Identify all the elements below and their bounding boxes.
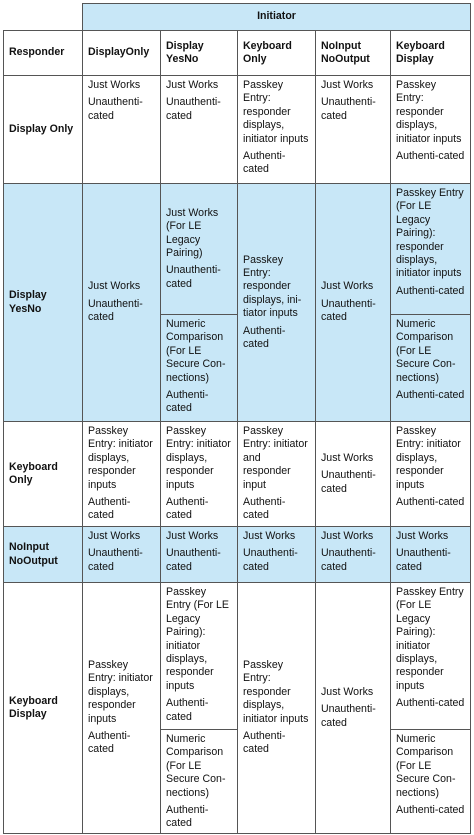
method-text: Numeric Comparison (For LE Secure Con-nections) <box>166 318 226 384</box>
table-row <box>4 422 471 527</box>
table-cell <box>391 184 471 315</box>
table-cell <box>83 527 161 583</box>
method-text: Numeric Comparison (For LE Secure Con-nections) <box>396 318 456 384</box>
method-text: Just Works <box>321 280 374 293</box>
row-header-keyboarddisplay: Keyboard Display <box>4 583 83 834</box>
auth-text: Unauthenti-cated <box>321 297 376 324</box>
pairing-methods-table <box>3 3 471 834</box>
table-cell <box>83 184 161 422</box>
col-header-keyboardonly: Keyboard Only <box>238 31 316 76</box>
auth-text: Unauthenti-cated <box>166 264 221 290</box>
table-cell <box>238 422 316 527</box>
table-cell <box>83 422 161 527</box>
auth-text: Authenti-cated <box>166 496 209 522</box>
auth-text: Unauthenti-cated <box>321 469 376 495</box>
auth-text: Authenti-cated <box>243 324 286 351</box>
table-cell <box>391 583 471 730</box>
method-text: Just Works <box>88 280 141 293</box>
auth-text: Unauthenti-cated <box>243 547 298 573</box>
method-text: Passkey Entry: initiator and responder input <box>243 425 308 491</box>
auth-text: Unauthenti-cated <box>321 96 376 122</box>
auth-text: Unauthenti-cated <box>321 703 376 729</box>
table-cell <box>161 527 238 583</box>
auth-text: Authenti-cated <box>396 804 465 817</box>
method-text: Numeric Comparison (For LE Secure Con-nections) <box>166 733 226 799</box>
auth-text: Unauthenti-cated <box>88 547 143 573</box>
auth-text: Authenti-cated <box>396 697 465 710</box>
table-row <box>4 184 471 315</box>
auth-text: Unauthenti-cated <box>88 96 143 122</box>
auth-text: Unauthenti-cated <box>166 96 221 122</box>
method-text: Passkey Entry (For LE Legacy Pairing): initiator displays, responder inputs <box>396 586 464 692</box>
table-cell <box>83 76 161 184</box>
auth-text: Authenti-cated <box>396 496 465 509</box>
method-text: Just Works <box>88 530 141 542</box>
auth-text: Authenti-cated <box>166 389 209 415</box>
method-text: Just Works (For LE Legacy Pairing) <box>166 206 219 259</box>
method-text: Just Works <box>166 79 219 91</box>
method-text: Passkey Entry: responder displays, initiator inputs <box>396 79 462 145</box>
auth-text: Unauthenti-cated <box>396 547 451 573</box>
table-cell <box>316 527 391 583</box>
table-row <box>4 76 471 184</box>
method-text: Just Works <box>321 685 374 698</box>
auth-text: Authenti-cated <box>396 150 465 163</box>
responder-header: Responder <box>4 31 83 76</box>
method-text: Passkey Entry (For LE Legacy Pairing): responder displays, initiator inputs <box>396 187 464 280</box>
auth-text: Authenti-cated <box>396 389 465 402</box>
table-cell <box>83 583 161 834</box>
auth-text: Unauthenti-cated <box>88 297 143 324</box>
method-text: Passkey Entry: responder displays, ini-tiator inputs <box>243 253 302 320</box>
col-header-displayyesno: Display YesNo <box>161 31 238 76</box>
table-cell <box>161 184 238 315</box>
method-text: Just Works <box>88 79 141 91</box>
table-cell <box>238 527 316 583</box>
auth-text: Authenti-cated <box>166 804 209 830</box>
table-cell <box>238 76 316 184</box>
table-cell <box>316 422 391 527</box>
col-header-keyboarddisplay: Keyboard Display <box>391 31 471 76</box>
method-text: Passkey Entry: initiator displays, responder inputs <box>166 425 231 491</box>
method-text: Passkey Entry: initiator displays, responder inputs <box>88 659 153 725</box>
initiator-header: Initiator <box>83 4 471 31</box>
table-cell <box>391 76 471 184</box>
method-text: Passkey Entry: initiator displays, responder inputs <box>88 425 153 491</box>
table-cell <box>238 583 316 834</box>
method-text: Just Works <box>321 451 374 464</box>
table-cell <box>238 184 316 422</box>
auth-text: Unauthenti-cated <box>321 547 376 573</box>
table-row <box>4 527 471 583</box>
col-header-displayonly: DisplayOnly <box>83 31 161 76</box>
table-cell <box>316 583 391 834</box>
table-cell <box>161 76 238 184</box>
auth-text: Authenti-cated <box>166 697 209 723</box>
auth-text: Authenti-cated <box>396 284 465 297</box>
table-cell <box>391 730 471 834</box>
table-cell <box>161 422 238 527</box>
row-header-displayyesno: Display YesNo <box>4 184 83 422</box>
method-text: Passkey Entry: initiator displays, responder inputs <box>396 425 461 491</box>
auth-text: Unauthenti-cated <box>166 547 221 573</box>
method-text: Just Works <box>321 530 374 542</box>
row-header-noinputnooutput: NoInput NoOutput <box>4 527 83 583</box>
table-row <box>4 583 471 730</box>
method-text: Just Works <box>166 530 219 542</box>
auth-text: Authenti-cated <box>88 496 131 522</box>
table-cell <box>316 76 391 184</box>
row-header-keyboardonly: Keyboard Only <box>4 422 83 527</box>
col-header-noinputnooutput: NoInput NoOutput <box>316 31 391 76</box>
method-text: Just Works <box>321 79 374 91</box>
table-cell <box>161 583 238 730</box>
method-text: Passkey Entry: responder displays, initiator inputs <box>243 659 309 725</box>
method-text: Passkey Entry: responder displays, initiator inputs <box>243 79 309 145</box>
auth-text: Authenti-cated <box>88 730 131 756</box>
method-text: Numeric Comparison (For LE Secure Con-nections) <box>396 733 456 799</box>
method-text: Just Works <box>396 530 449 542</box>
auth-text: Authenti-cated <box>243 150 286 176</box>
auth-text: Authenti-cated <box>243 730 286 756</box>
table-cell <box>391 527 471 583</box>
auth-text: Authenti-cated <box>243 496 286 522</box>
table-corner <box>4 4 83 31</box>
table-cell <box>391 422 471 527</box>
table-cell <box>161 730 238 834</box>
table-cell <box>316 184 391 422</box>
table-cell <box>161 315 238 422</box>
method-text: Just Works <box>243 530 296 542</box>
row-header-displayonly: Display Only <box>4 76 83 184</box>
table-cell <box>391 315 471 422</box>
method-text: Passkey Entry (For LE Legacy Pairing): initiator displays, responder inputs <box>166 586 229 692</box>
